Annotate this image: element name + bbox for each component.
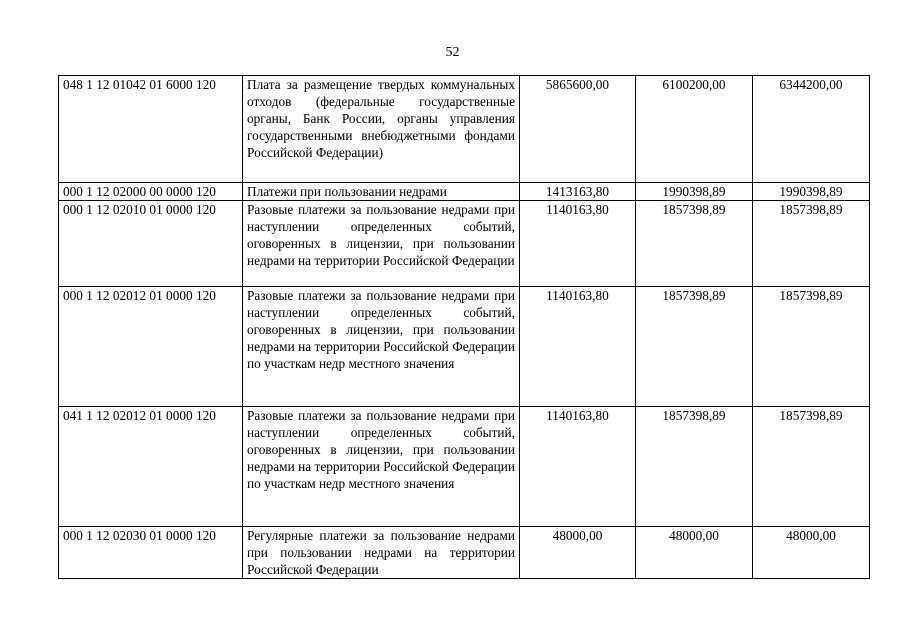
amount-year2-cell: 1857398,89: [636, 201, 753, 287]
amount-year3-cell: 1857398,89: [753, 201, 870, 287]
description-cell: Разовые платежи за пользование недрами при наступлении определенных событий, оговоренных в лицензии, при пользовании недрами на территории Российской Федерации по участкам недр местного значения: [243, 407, 520, 527]
budget-code-cell: 000 1 12 02012 01 0000 120: [59, 287, 243, 407]
table-row: [59, 76, 870, 183]
amount-year2-cell: 48000,00: [636, 527, 753, 579]
amount-year1-cell: 1140163,80: [520, 407, 636, 527]
amount-year1-cell: 5865600,00: [520, 76, 636, 183]
table-row: [59, 407, 870, 527]
amount-year3-cell: 1857398,89: [753, 407, 870, 527]
page-number: 52: [445, 45, 460, 60]
description-cell: Разовые платежи за пользование недрами при наступлении определенных событий, оговоренных в лицензии, при пользовании недрами на территории Российской Федерации по участкам недр местного значения: [243, 287, 520, 407]
table-row: [59, 527, 870, 579]
amount-year3-cell: 1990398,89: [753, 183, 870, 201]
budget-code-cell: 000 1 12 02000 00 0000 120: [59, 183, 243, 201]
amount-year3-cell: 48000,00: [753, 527, 870, 579]
description-cell: Регулярные платежи за пользование недрами при пользовании недрами на территории Российской Федерации: [243, 527, 520, 579]
budget-code-cell: 041 1 12 02012 01 0000 120: [59, 407, 243, 527]
description-cell: Плата за размещение твердых коммунальных отходов (федеральные государственные органы, Банк России, органы управления государственными внебюджетными фондами Российской Федерации): [243, 76, 520, 183]
budget-code-cell: 048 1 12 01042 01 6000 120: [59, 76, 243, 183]
description-cell: Разовые платежи за пользование недрами при наступлении определенных событий, оговоренных в лицензии, при пользовании недрами на территории Российской Федерации: [243, 201, 520, 287]
amount-year2-cell: 1857398,89: [636, 407, 753, 527]
amount-year1-cell: 1140163,80: [520, 287, 636, 407]
table-row: [59, 183, 870, 201]
budget-code-cell: 000 1 12 02010 01 0000 120: [59, 201, 243, 287]
budget-table: [58, 75, 870, 579]
amount-year1-cell: 48000,00: [520, 527, 636, 579]
table-row: [59, 201, 870, 287]
amount-year2-cell: 1857398,89: [636, 287, 753, 407]
table-row: [59, 287, 870, 407]
amount-year2-cell: 6100200,00: [636, 76, 753, 183]
amount-year1-cell: 1140163,80: [520, 201, 636, 287]
budget-code-cell: 000 1 12 02030 01 0000 120: [59, 527, 243, 579]
amount-year3-cell: 1857398,89: [753, 287, 870, 407]
amount-year1-cell: 1413163,80: [520, 183, 636, 201]
amount-year3-cell: 6344200,00: [753, 76, 870, 183]
amount-year2-cell: 1990398,89: [636, 183, 753, 201]
description-cell: Платежи при пользовании недрами: [243, 183, 520, 201]
